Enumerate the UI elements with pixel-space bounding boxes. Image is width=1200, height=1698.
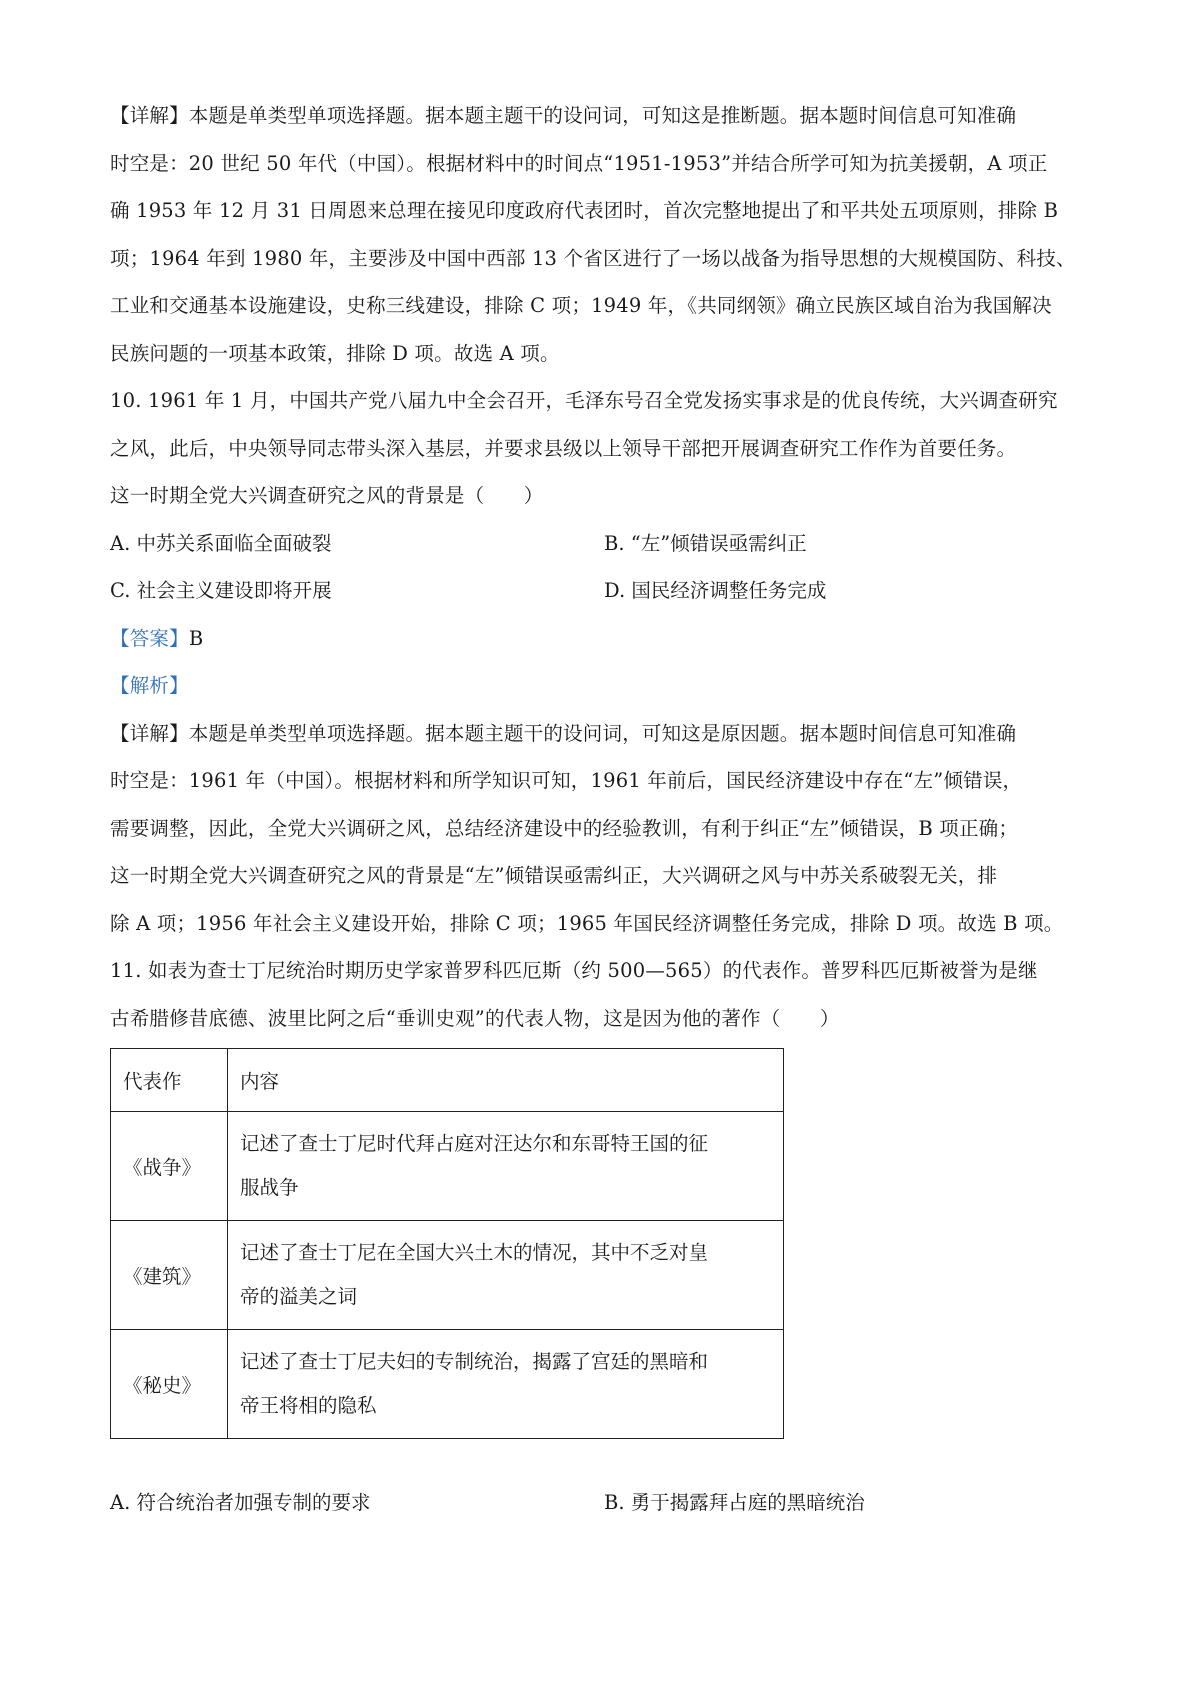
table-header-cell: 内容 (228, 1049, 784, 1112)
content-line: 帝的溢美之词 (240, 1285, 358, 1308)
detail-line: 时空是：20 世纪 50 年代（中国）。根据材料中的时间点“1951-1953”并结合所学可知为抗美援朝，A 项正 (110, 151, 1048, 175)
q9-detail (110, 92, 1100, 377)
table-row (111, 1221, 784, 1330)
content-line: 记述了查士丁尼在全国大兴土木的情况，其中不乏对皇 (240, 1241, 709, 1264)
option-b: B. “左”倾错误亟需纠正 (604, 531, 807, 555)
detail-line: 时空是：1961 年（中国）。根据材料和所学知识可知，1961 年前后，国民经济建设中存在“左”倾错误， (110, 769, 1023, 792)
table-cell-content (228, 1330, 784, 1439)
content-line: 记述了查士丁尼时代拜占庭对汪达尔和东哥特王国的征 (240, 1132, 709, 1155)
detail-line: 确 1953 年 12 月 31 日周恩来总理在接见印度政府代表团时，首次完整地提出了和平共处五项原则，排除 B (110, 199, 1059, 222)
table-cell-content (228, 1221, 784, 1330)
detail-line: 需要调整，因此，全党大兴调研之风，总结经济建设中的经验教训，有利于纠正“左”倾错误，B 项正确； (110, 816, 1019, 840)
content-line: 帝王将相的隐私 (240, 1394, 377, 1417)
answer-line (110, 615, 1100, 663)
table-cell-work: 《秘史》 (111, 1330, 228, 1439)
detail-line: 【详解】本题是单类型单项选择题。据本题主题干的设问词，可知这是推断题。据本题时间信息可知准确 (110, 104, 1017, 127)
question-stem-line: 古希腊修昔底德、波里比阿之后“垂训史观”的代表人物，这是因为他的著作（ ） (110, 1006, 840, 1030)
question-stem-line: 11. 如表为查士丁尼统治时期历史学家普罗科匹厄斯（约 500—565）的代表作。普罗科匹厄斯被誉为是继 (110, 959, 1038, 982)
answer-value: B (188, 626, 204, 650)
option-a: A. 中苏关系面临全面破裂 (110, 531, 332, 555)
option-d: D. 国民经济调整任务完成 (604, 579, 827, 602)
table-header-row (111, 1049, 784, 1112)
works-table (110, 1048, 784, 1439)
question-stem-line: 10. 1961 年 1 月，中国共产党八届九中全会召开，毛泽东号召全党发扬实事求是的优良传统，大兴调查研究 (110, 389, 1058, 412)
document-page (110, 92, 1100, 1527)
question-10 (110, 377, 1100, 947)
detail-line: 除 A 项；1956 年社会主义建设开始，排除 C 项；1965 年国民经济调整任务完成，排除 D 项。故选 B 项。 (110, 911, 1064, 935)
content-line: 记述了查士丁尼夫妇的专制统治，揭露了宫廷的黑暗和 (240, 1350, 709, 1373)
detail-line: 工业和交通基本设施建设，史称三线建设，排除 C 项；1949 年，《共同纲领》确立民族区域自治为我国解决 (110, 294, 1052, 317)
detail-line: 【详解】本题是单类型单项选择题。据本题主题干的设问词，可知这是原因题。据本题时间信息可知准确 (110, 721, 1017, 745)
detail-line: 项；1964 年到 1980 年，主要涉及中国中西部 13 个省区进行了一场以战备为指导思想的大规模国防、科技、 (110, 246, 1076, 270)
detail-line: 这一时期全党大兴调查研究之风的背景是“左”倾错误亟需纠正，大兴调研之风与中苏关系破裂无关，排 (110, 864, 998, 887)
question-stem-line: 这一时期全党大兴调查研究之风的背景是（ ） (110, 484, 544, 507)
option-a: A. 符合统治者加强专制的要求 (110, 1491, 371, 1514)
option-c: C. 社会主义建设即将开展 (110, 579, 332, 602)
options-row (110, 520, 1100, 568)
table-cell-content (228, 1112, 784, 1221)
table-row (111, 1330, 784, 1439)
answer-tag: 【答案】 (110, 626, 189, 650)
analysis-tag: 【解析】 (110, 674, 189, 697)
table-row (111, 1112, 784, 1221)
content-line: 服战争 (240, 1176, 299, 1199)
analysis-line (110, 662, 1100, 710)
table-header-cell: 代表作 (111, 1049, 228, 1112)
detail-line: 民族问题的一项基本政策，排除 D 项。故选 A 项。 (110, 341, 560, 365)
options-row (110, 567, 1100, 615)
table-cell-work: 《战争》 (111, 1112, 228, 1221)
table-cell-work: 《建筑》 (111, 1221, 228, 1330)
question-11 (110, 947, 1100, 1527)
option-b: B. 勇于揭露拜占庭的黑暗统治 (604, 1491, 865, 1514)
options-row (110, 1479, 1100, 1527)
question-stem-line: 之风，此后，中央领导同志带头深入基层，并要求县级以上领导干部把开展调查研究工作作为首要任务。 (110, 436, 1017, 460)
